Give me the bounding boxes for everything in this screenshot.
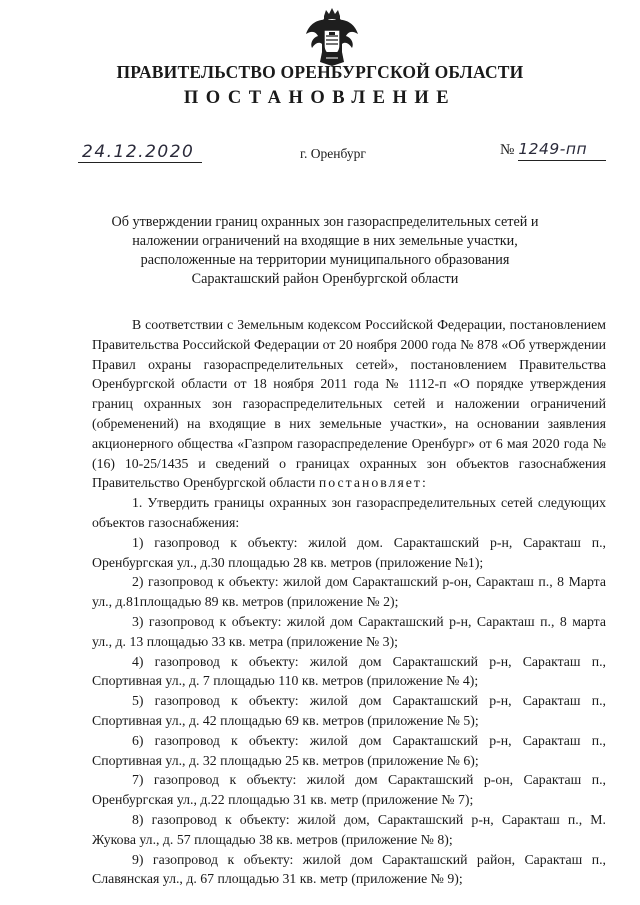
point-1-paragraph: 1. Утвердить границы охранных зон газораспределительных сетей следующих объектов газоснабжения: [92,495,606,530]
document-subject: Об утверждении границ охранных зон газораспределительных сетей и наложении ограничений на входящие в них земельные участки, расположенные на территории муниципального образования Саракташский район Оренбургской области [111,214,539,287]
document-body [92,315,606,889]
list-item: 5) газопровод к объекту: жилой дом Саракташский р-н, Саракташ п., Спортивная ул., д. 42 площадью 69 кв. метров (приложение № 5); [92,693,606,728]
list-item: 7) газопровод к объекту: жилой дом Саракташский р-он, Саракташ п., Оренбургская ул., д.22 площадью 31 кв. метр (приложение № 7); [92,772,606,808]
document-type-title: ПОСТАНОВЛЕНИЕ [183,88,457,108]
number-value: 1249-пп [518,140,588,158]
document-number [500,140,587,159]
document-city: г. Оренбург [300,146,366,161]
document-date: 24.12.2020 [82,142,195,162]
government-title: ПРАВИТЕЛЬСТВО ОРЕНБУРГСКОЙ ОБЛАСТИ [116,62,524,82]
number-underline [518,160,606,161]
number-sign: № [500,142,515,158]
list-item: 2) газопровод к объекту: жилой дом Саракташский р-он, Саракташ п., 8 Марта ул., д.81площадью 89 кв. метров (приложение № 2); [92,574,606,610]
list-item: 4) газопровод к объекту: жилой дом Саракташский р-н, Саракташ п., Спортивная ул., д. 7 площадью 110 кв. метров (приложение № 4); [92,653,606,689]
list-item: 1) газопровод к объекту: жилой дом. Саракташский р-н, Саракташ п., Оренбургская ул., д.30 площадью 28 кв. метров (приложение №1); [92,534,606,570]
list-item: 3) газопровод к объекту: жилой дом Саракташский р-н, Саракташ п., 8 марта ул., д. 13 площадью 33 кв. метра (приложение № 3); [92,613,606,649]
preamble-paragraph [92,315,606,493]
list-item: 9) газопровод к объекту: жилой дом Саракташский район, Саракташ п., Славянская ул., д. 67 площадью 31 кв. метр (приложение № 9); [92,851,606,887]
list-item: 8) газопровод к объекту: жилой дом, Саракташский р-н, Саракташ п., М. Жукова ул., д. 57 площадью 38 кв. метров (приложение № 8); [92,811,606,847]
coat-of-arms-icon [302,6,362,68]
list-item: 6) газопровод к объекту: жилой дом Саракташский р-н, Саракташ п., Спортивная ул., д. 32 площадью 25 кв. метров (приложение № 6); [92,732,606,768]
preamble-text: В соответствии с Земельным кодексом Российской Федерации, постановлением Правительства Российской Федерации от 20 ноября 2000 года № 878 «Об утверждении Правил охраны газораспределительных сетей», постановлением Правительства Оренбургской области от 18 ноября 2011 года № 1112-п «О порядке утверждения границ охранных зон газораспределительных сетей и наложении ограничений (обременений) на входящие в них земельные участки», на основании заявления акционерного общества «Газпром газораспределение Оренбург» от 6 мая 2020 года № (16) 10-25/1435 и сведений о границах охранных зон объектов газоснабжения Правительство Оренбургской области [92,317,606,491]
decree-word: постановляет: [318,475,428,491]
date-underline [78,162,202,163]
